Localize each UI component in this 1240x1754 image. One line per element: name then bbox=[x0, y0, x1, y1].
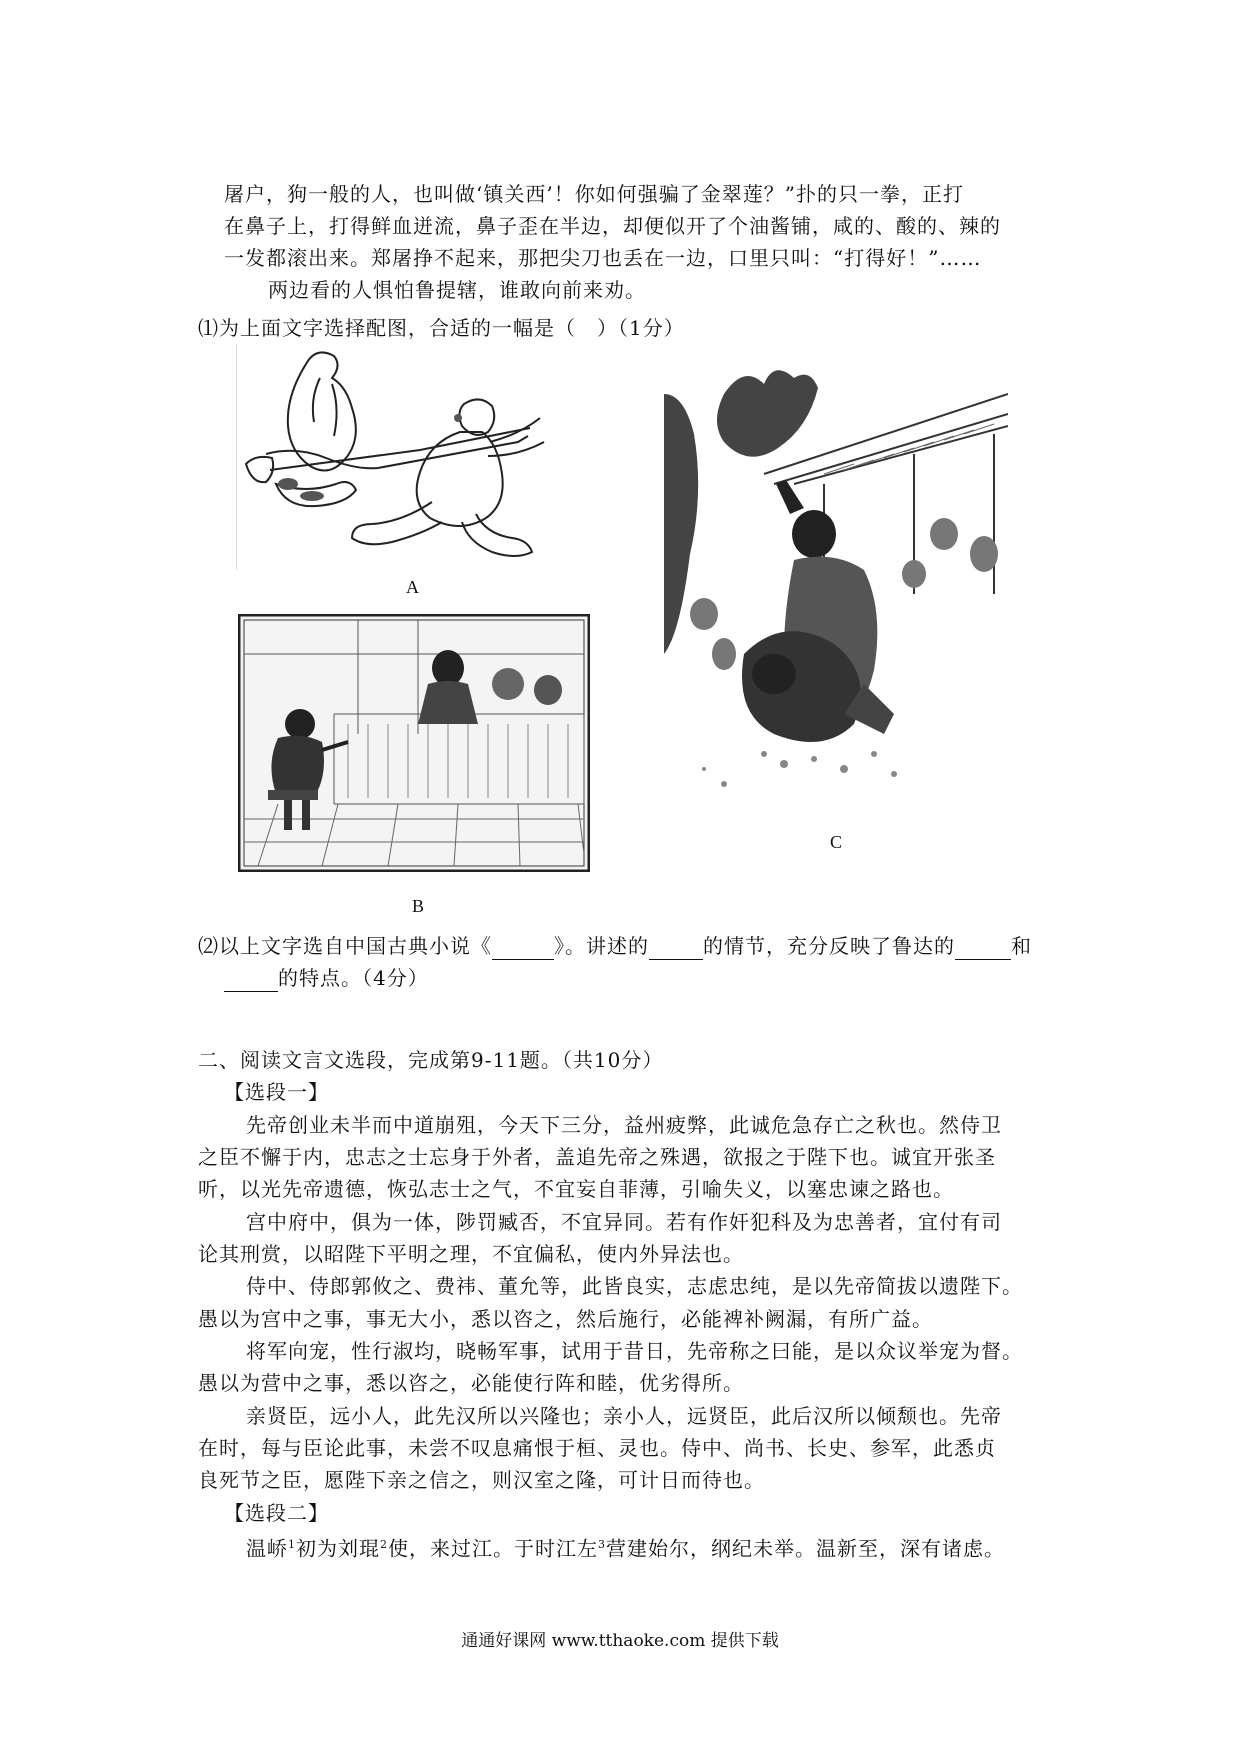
page-footer: 通通好课网 www.tthaoke.com 提供下载 bbox=[461, 1631, 779, 1651]
question-1: ⑴为上面文字选择配图，合适的一幅是（ ）（1分） bbox=[198, 316, 685, 340]
blank-trait-2[interactable] bbox=[224, 969, 278, 992]
section-2-heading: 二、阅读文言文选段，完成第9-11题。（共10分） bbox=[198, 1048, 664, 1072]
figure-b-label: B bbox=[412, 896, 425, 916]
sel1-line-4: 宫中府中，俱为一体，陟罚臧否，不宜异同。若有作奸犯科及为忠善者，宜付有司 bbox=[246, 1210, 1002, 1234]
sel1-line-8: 将军向宠，性行淑均，晓畅军事，试用于昔日，先帝称之曰能，是以众议举宠为督。 bbox=[246, 1339, 1023, 1363]
passage-line-1: 屠户，狗一般的人，也叫做‘镇关西’！你如何强骗了金翠莲？”扑的只一拳，正打 bbox=[224, 182, 964, 206]
figure-c-label: C bbox=[830, 832, 843, 852]
figure-c-illustration bbox=[664, 354, 1008, 810]
sel1-line-6: 侍中、侍郎郭攸之、费祎、董允等，此皆良实，志虑忠纯，是以先帝简拔以遗陛下。 bbox=[246, 1274, 1023, 1298]
sel2-text-a: 温峤 bbox=[246, 1536, 288, 1561]
sel1-line-11: 在时，每与臣论此事，未尝不叹息痛恨于桓、灵也。侍中、尚书、长史、参军，此悉贞 bbox=[198, 1436, 996, 1460]
question-2-line-1 bbox=[198, 932, 1032, 960]
passage-line-3: 一发都滚出来。郑屠挣不起来，那把尖刀也丢在一边，口里只叫：“打得好！”…… bbox=[224, 246, 982, 270]
figure-a-label: A bbox=[406, 577, 419, 597]
passage-line-2: 在鼻子上，打得鲜血迸流，鼻子歪在半边，却便似开了个油酱铺，咸的、酸的、辣的 bbox=[224, 214, 1001, 238]
blank-plot[interactable] bbox=[649, 937, 703, 960]
sel1-line-2: 之臣不懈于内，忠志之士忘身于外者，盖追先帝之殊遇，欲报之于陛下也。诚宜开张圣 bbox=[198, 1145, 996, 1169]
sel2-line-1 bbox=[246, 1531, 1005, 1563]
sel1-line-7: 愚以为宫中之事，事无大小，悉以咨之，然后施行，必能裨补阙漏，有所广益。 bbox=[198, 1307, 933, 1331]
sel2-text-b: 初为刘琨 bbox=[296, 1536, 380, 1561]
figure-b-illustration bbox=[238, 614, 590, 872]
sel2-text-d: 营建始尔，纲纪未举。温新至，深有诸虑。 bbox=[606, 1536, 1005, 1561]
sel1-line-3: 听，以光先帝遗德，恢弘志士之气，不宜妄自菲薄，引喻失义，以塞忠谏之路也。 bbox=[198, 1177, 954, 1201]
sel1-line-5: 论其刑赏，以昭陛下平明之理，不宜偏私，使内外异法也。 bbox=[198, 1242, 744, 1266]
sel1-line-10: 亲贤臣，远小人，此先汉所以兴隆也；亲小人，远贤臣，此后汉所以倾颓也。先帝 bbox=[246, 1404, 1002, 1428]
question-2-text-3: 的情节，充分反映了鲁达的 bbox=[703, 934, 955, 958]
footnote-1: 1 bbox=[288, 1538, 296, 1551]
selection-1-label: 【选段一】 bbox=[224, 1080, 329, 1104]
question-2-text-1: ⑵以上文字选自中国古典小说《 bbox=[198, 934, 492, 958]
question-2-line-2 bbox=[224, 964, 429, 992]
figure-a-illustration bbox=[236, 344, 588, 570]
blank-trait-1[interactable] bbox=[955, 937, 1011, 960]
selection-2-label: 【选段二】 bbox=[224, 1501, 329, 1525]
footnote-3: 3 bbox=[598, 1538, 606, 1551]
question-2-text-2: 》。讲述的 bbox=[554, 934, 649, 958]
sel1-line-9: 愚以为营中之事，悉以咨之，必能使行阵和睦，优劣得所。 bbox=[198, 1371, 744, 1395]
question-2-text-5: 的特点。（4分） bbox=[278, 966, 429, 990]
blank-novel-title[interactable] bbox=[492, 937, 554, 960]
sel2-text-c: 使，来过江。于时江左 bbox=[388, 1536, 598, 1561]
footnote-2: 2 bbox=[380, 1538, 388, 1551]
sel1-line-12: 良死节之臣，愿陛下亲之信之，则汉室之隆，可计日而待也。 bbox=[198, 1468, 765, 1492]
passage-line-4: 两边看的人惧怕鲁提辖，谁敢向前来劝。 bbox=[268, 278, 646, 302]
question-2-text-4: 和 bbox=[1011, 934, 1032, 958]
sel1-line-1: 先帝创业未半而中道崩殂，今天下三分，益州疲弊，此诚危急存亡之秋也。然侍卫 bbox=[246, 1113, 1002, 1137]
